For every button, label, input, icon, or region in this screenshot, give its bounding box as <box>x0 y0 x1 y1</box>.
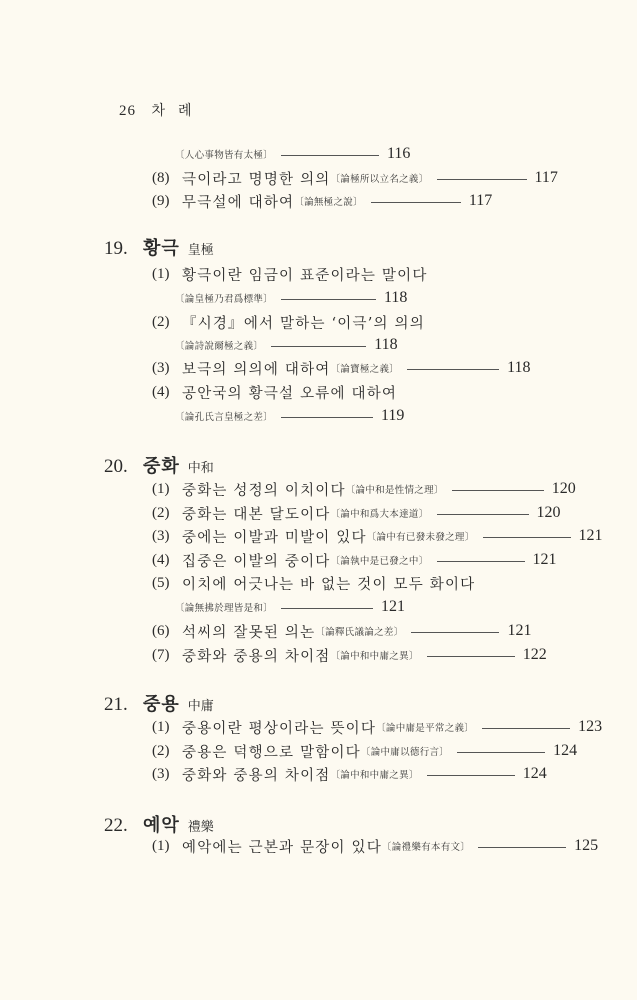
toc-entry[interactable]: (4) 집중은 이발의 중이다 〔論執中是已發之中〕 121 <box>152 551 557 570</box>
section-heading-22[interactable]: 22. 예악 禮樂 <box>104 815 214 836</box>
toc-entry[interactable]: (5) 이치에 어긋나는 바 없는 것이 모두 화이다 <box>152 574 476 593</box>
dot-leader <box>478 847 566 848</box>
dot-leader <box>483 537 571 538</box>
toc-entry[interactable]: (2) 중용은 덕행으로 말함이다 〔論中庸以德行言〕 124 <box>152 742 578 761</box>
dot-leader <box>281 155 379 156</box>
toc-entry[interactable]: (4) 공안국의 황극설 오류에 대하여 <box>152 383 398 402</box>
entry-page: 117 <box>534 169 558 186</box>
entry-hanja: 〔論無極之說〕 <box>294 197 363 208</box>
dot-leader <box>407 369 499 370</box>
entry-title: 극이라고 명명한 의의 <box>182 171 331 188</box>
dot-leader <box>281 299 376 300</box>
entry-index: (8) <box>152 169 170 186</box>
toc-entry[interactable] <box>152 167 558 189</box>
dot-leader <box>427 656 515 657</box>
toc-entry[interactable]: (6) 석씨의 잘못된 의논 〔論釋氏議論之差〕 121 <box>152 622 532 641</box>
section-heading-21[interactable]: 21. 중용 中庸 <box>104 694 214 715</box>
toc-entry[interactable]: (3) 보극의 의의에 대하여 〔論寶極之義〕 118 <box>152 359 531 378</box>
toc-entry[interactable]: (1) 황극이란 임금이 표준이라는 말이다 <box>152 265 428 284</box>
entry-page: 117 <box>468 192 493 209</box>
dot-leader <box>427 775 515 776</box>
toc-entry[interactable]: (3) 중화와 중용의 차이점 〔論中和中庸之異〕 124 <box>152 765 547 784</box>
toc-entry[interactable]: (1) 예악에는 근본과 문장이 있다 〔論禮樂有本有文〕 125 <box>152 837 599 856</box>
toc-entry[interactable]: (2) 『시경』에서 말하는 ‘이극’의 의의 <box>152 313 425 332</box>
dot-leader <box>452 490 544 491</box>
entry-hanja: 〔人心事物皆有太極〕 <box>175 150 274 161</box>
section-heading-19[interactable]: 19. 황극 皇極 <box>104 238 214 259</box>
toc-entry-continuation[interactable]: 〔論無拂於理皆是和〕 121 <box>175 598 406 615</box>
entry-hanja: 〔論極所以立名之義〕 <box>330 174 429 185</box>
header-title: 차 례 <box>151 103 193 119</box>
dot-leader <box>281 608 373 609</box>
dot-leader <box>281 417 373 418</box>
dot-leader <box>457 752 545 753</box>
toc-entry[interactable]: (2) 중화는 대본 달도이다 〔論中和爲大本達道〕 120 <box>152 504 561 523</box>
dot-leader <box>437 561 525 562</box>
entry-index: (9) <box>152 192 170 209</box>
dot-leader <box>437 179 527 180</box>
toc-entry-continuation[interactable] <box>175 143 410 165</box>
entry-title: 무극설에 대하여 <box>182 194 295 211</box>
toc-entry[interactable]: (7) 중화와 중용의 차이점 〔論中和中庸之異〕 122 <box>152 646 547 665</box>
toc-entry-continuation[interactable]: 〔論孔氏言皇極之差〕 119 <box>175 407 405 424</box>
entry-page: 116 <box>387 145 411 162</box>
toc-entry[interactable]: (3) 중에는 이발과 미발이 있다 〔論中有已發未發之理〕 121 <box>152 527 603 546</box>
dot-leader <box>371 202 461 203</box>
toc-entry[interactable]: (1) 중화는 성정의 이치이다 〔論中和是性情之理〕 120 <box>152 480 576 499</box>
dot-leader <box>411 632 499 633</box>
toc-entry-continuation[interactable]: 〔論詩說爾極之義〕 118 <box>175 336 398 353</box>
running-header <box>119 100 205 120</box>
section-heading-20[interactable]: 20. 중화 中和 <box>104 456 214 477</box>
dot-leader <box>482 728 570 729</box>
toc-entry-continuation[interactable]: 〔論皇極乃君爲標準〕 118 <box>175 289 408 306</box>
dot-leader <box>271 346 366 347</box>
toc-entry[interactable]: (1) 중용이란 평상이라는 뜻이다 〔論中庸是平常之義〕 123 <box>152 718 603 737</box>
dot-leader <box>437 514 529 515</box>
toc-entry[interactable] <box>152 190 492 212</box>
page-number: 26 <box>119 103 136 119</box>
